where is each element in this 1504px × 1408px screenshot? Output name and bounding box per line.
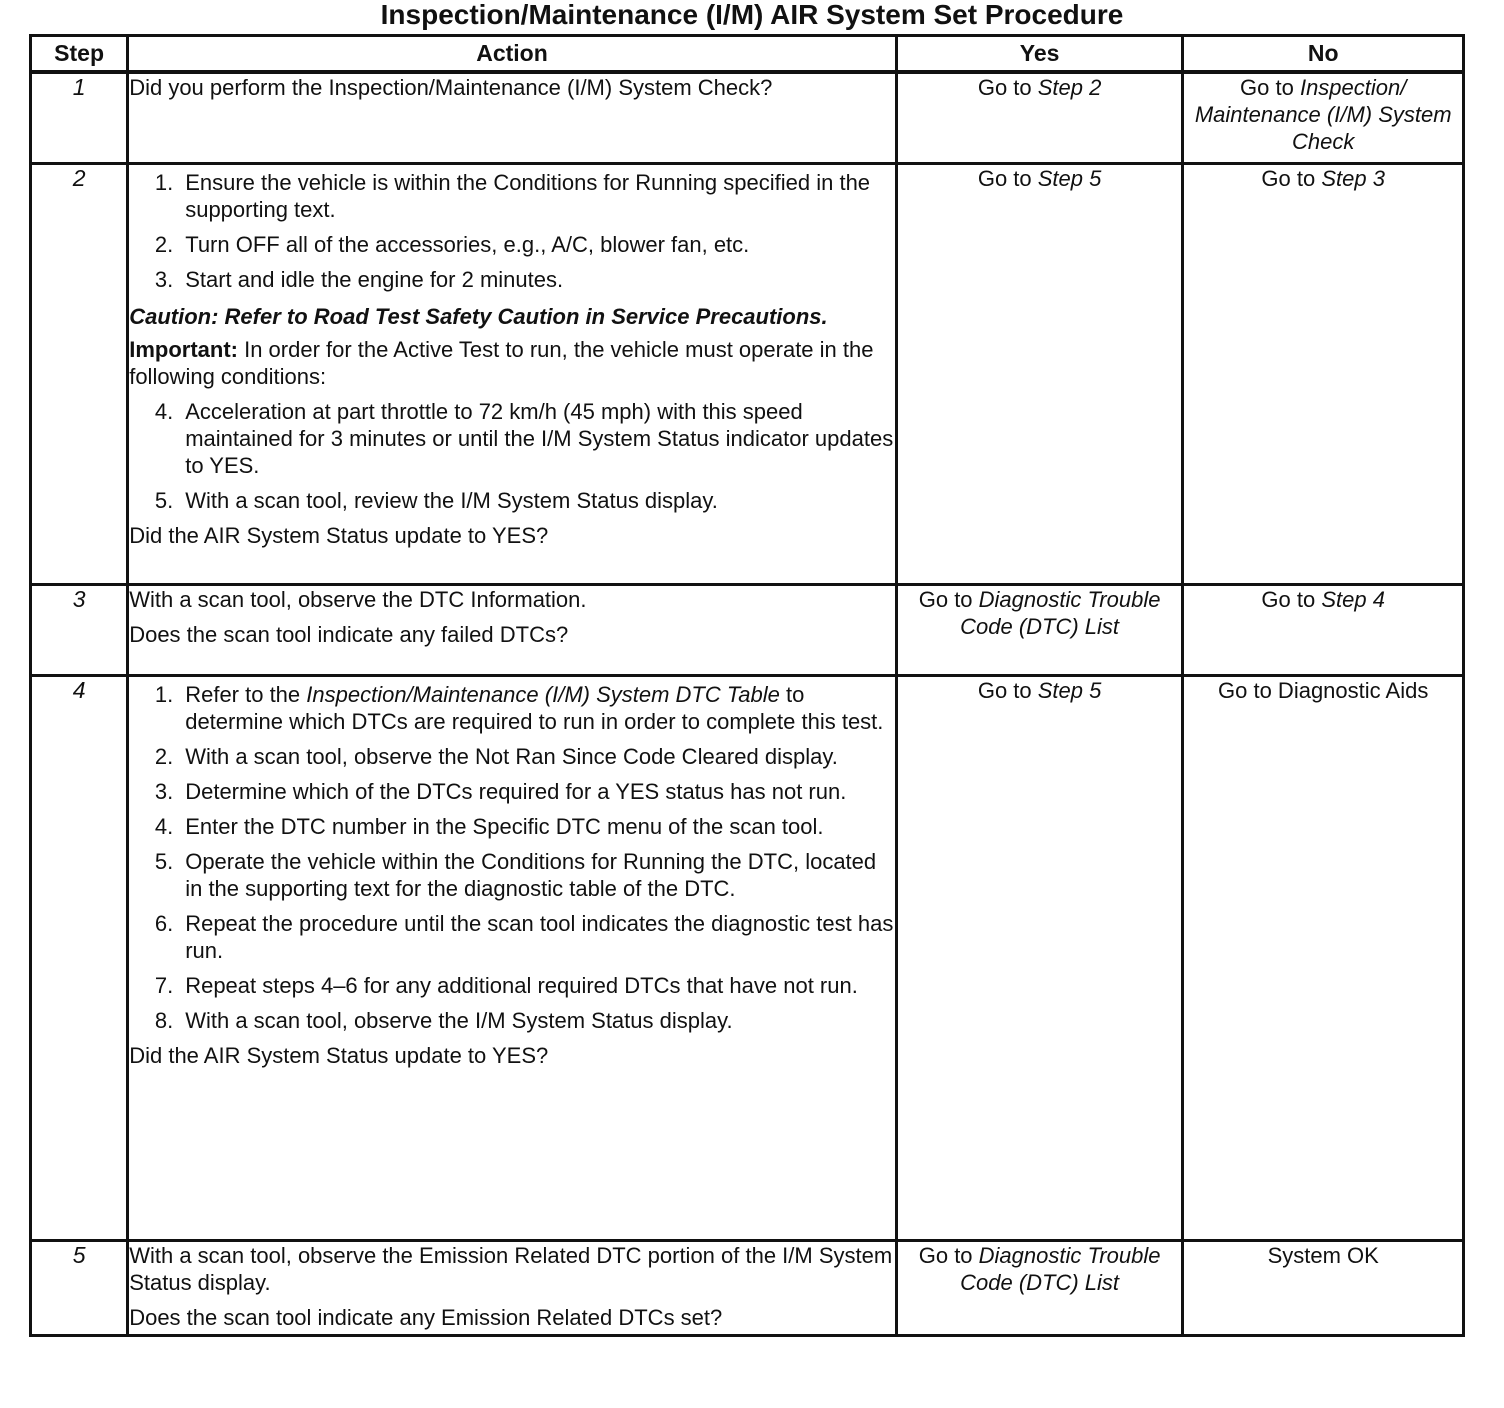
item-number: 3. [154,779,174,804]
important-label: Important: [129,337,238,362]
list-item [129,266,895,293]
no-cell [1183,1241,1464,1336]
yes-prefix: Go to [977,166,1038,191]
item-text-prefix: Refer to the [185,682,307,707]
yes-prefix: Go to [918,1243,979,1268]
no-step-link[interactable]: Step 3 [1321,166,1385,191]
item-number: 5. [154,488,174,513]
action-list [129,398,895,514]
table-row-step-2 [31,164,1464,585]
item-number: 8. [154,1008,174,1033]
action-cell [128,676,897,1241]
table-row-step-4 [31,676,1464,1241]
item-number: 1. [154,170,174,195]
item-text: Determine which of the DTCs required for a YES status has not run. [185,779,847,804]
no-diagnostic-aids[interactable]: Go to Diagnostic Aids [1218,678,1429,703]
header-no: No [1183,36,1464,73]
item-text: Turn OFF all of the accessories, e.g., A/C, blower fan, etc. [185,232,750,257]
yes-dtc-list-link[interactable]: Diagnostic Trouble Code (DTC) List [960,587,1161,639]
list-item [129,231,895,258]
item-number: 2. [154,744,174,769]
step-number: 4 [31,676,128,1241]
step-number: 2 [31,164,128,585]
header-step: Step [31,36,128,73]
yes-prefix: Go to [977,678,1038,703]
item-number: 3. [154,267,174,292]
no-system-ok: System OK [1267,1243,1379,1268]
step-number: 3 [31,585,128,676]
list-item [129,169,895,223]
item-text: Start and idle the engine for 2 minutes. [185,267,564,292]
no-cell [1183,676,1464,1241]
header-action: Action [128,36,897,73]
no-cell [1183,72,1464,164]
no-prefix: Go to [1261,587,1322,612]
list-item [129,910,895,964]
item-text: Acceleration at part throttle to 72 km/h (45 mph) with this speed maintained for 3 minutes or until the I/M System Status indicator updates to YES. [185,399,894,478]
item-number: 4. [154,399,174,424]
item-text: Repeat steps 4–6 for any additional required DTCs that have not run. [185,973,858,998]
item-text: Operate the vehicle within the Conditions for Running the DTC, located in the supporting text for the diagnostic table of the DTC. [185,849,877,901]
no-cell [1183,164,1464,585]
list-item [129,813,895,840]
item-text: With a scan tool, observe the I/M System Status display. [185,1008,733,1033]
no-cell [1183,585,1464,676]
caution-note: Caution: Refer to Road Test Safety Caution in Service Precautions. [129,304,828,329]
list-item [129,681,895,735]
action-list [129,681,895,1034]
procedure-table [29,34,1465,1337]
yes-cell [896,164,1183,585]
dtc-table-link[interactable]: Inspection/Maintenance (I/M) System DTC Table [306,682,780,707]
yes-cell [896,72,1183,164]
step-number: 1 [31,72,128,164]
header-yes: Yes [896,36,1183,73]
table-row-step-3 [31,585,1464,676]
item-text: Ensure the vehicle is within the Conditions for Running specified in the supporting text. [185,170,871,222]
action-cell [128,585,897,676]
action-instruction: With a scan tool, observe the DTC Information. [129,587,587,612]
action-cell [128,164,897,585]
important-note [129,336,895,390]
table-row-step-1 [31,72,1464,164]
yes-prefix: Go to [918,587,979,612]
action-list [129,169,895,293]
yes-cell [896,1241,1183,1336]
action-question: Does the scan tool indicate any Emission Related DTCs set? [129,1305,723,1330]
yes-cell [896,676,1183,1241]
step-number: 5 [31,1241,128,1336]
yes-step-link[interactable]: Step 2 [1037,75,1102,100]
action-instruction: With a scan tool, observe the Emission Related DTC portion of the I/M System Status display. [129,1243,893,1295]
item-number: 4. [154,814,174,839]
list-item [129,778,895,805]
action-cell [128,72,897,164]
item-text: With a scan tool, review the I/M System Status display. [185,488,718,513]
no-prefix: Go to [1261,166,1322,191]
item-number: 7. [154,973,174,998]
item-text: Repeat the procedure until the scan tool indicates the diagnostic test has run. [185,911,894,963]
item-number: 1. [154,682,174,707]
action-question: Did the AIR System Status update to YES? [129,523,549,548]
header-row [31,36,1464,73]
action-question: Does the scan tool indicate any failed DTCs? [129,622,569,647]
item-text: With a scan tool, observe the Not Ran Since Code Cleared display. [185,744,838,769]
yes-cell [896,585,1183,676]
no-system-check-link[interactable]: Inspection/ Maintenance (I/M) System Check [1194,75,1452,154]
document-title: Inspection/Maintenance (I/M) AIR System Set Procedure [380,0,1124,30]
list-item [129,743,895,770]
item-number: 6. [154,911,174,936]
table-row-step-5 [31,1241,1464,1336]
yes-dtc-list-link[interactable]: Diagnostic Trouble Code (DTC) List [960,1243,1161,1295]
yes-prefix: Go to [977,75,1038,100]
no-step-link[interactable]: Step 4 [1321,587,1385,612]
item-text-suffix: to determine which DTCs are required to run in order to complete this test. [185,682,884,734]
list-item [129,487,895,514]
yes-step-link[interactable]: Step 5 [1037,678,1102,703]
no-prefix: Go to [1240,75,1300,100]
list-item [129,1007,895,1034]
item-number: 2. [154,232,174,257]
action-question: Did the AIR System Status update to YES? [129,1043,549,1068]
action-question: Did you perform the Inspection/Maintenance (I/M) System Check? [129,75,773,100]
list-item [129,972,895,999]
item-number: 5. [154,849,174,874]
item-text [185,681,895,735]
item-text: Enter the DTC number in the Specific DTC menu of the scan tool. [185,814,824,839]
important-text: In order for the Active Test to run, the vehicle must operate in the following conditions: [129,337,874,389]
yes-step-link[interactable]: Step 5 [1037,166,1102,191]
list-item [129,398,895,479]
list-item [129,848,895,902]
action-cell [128,1241,897,1336]
